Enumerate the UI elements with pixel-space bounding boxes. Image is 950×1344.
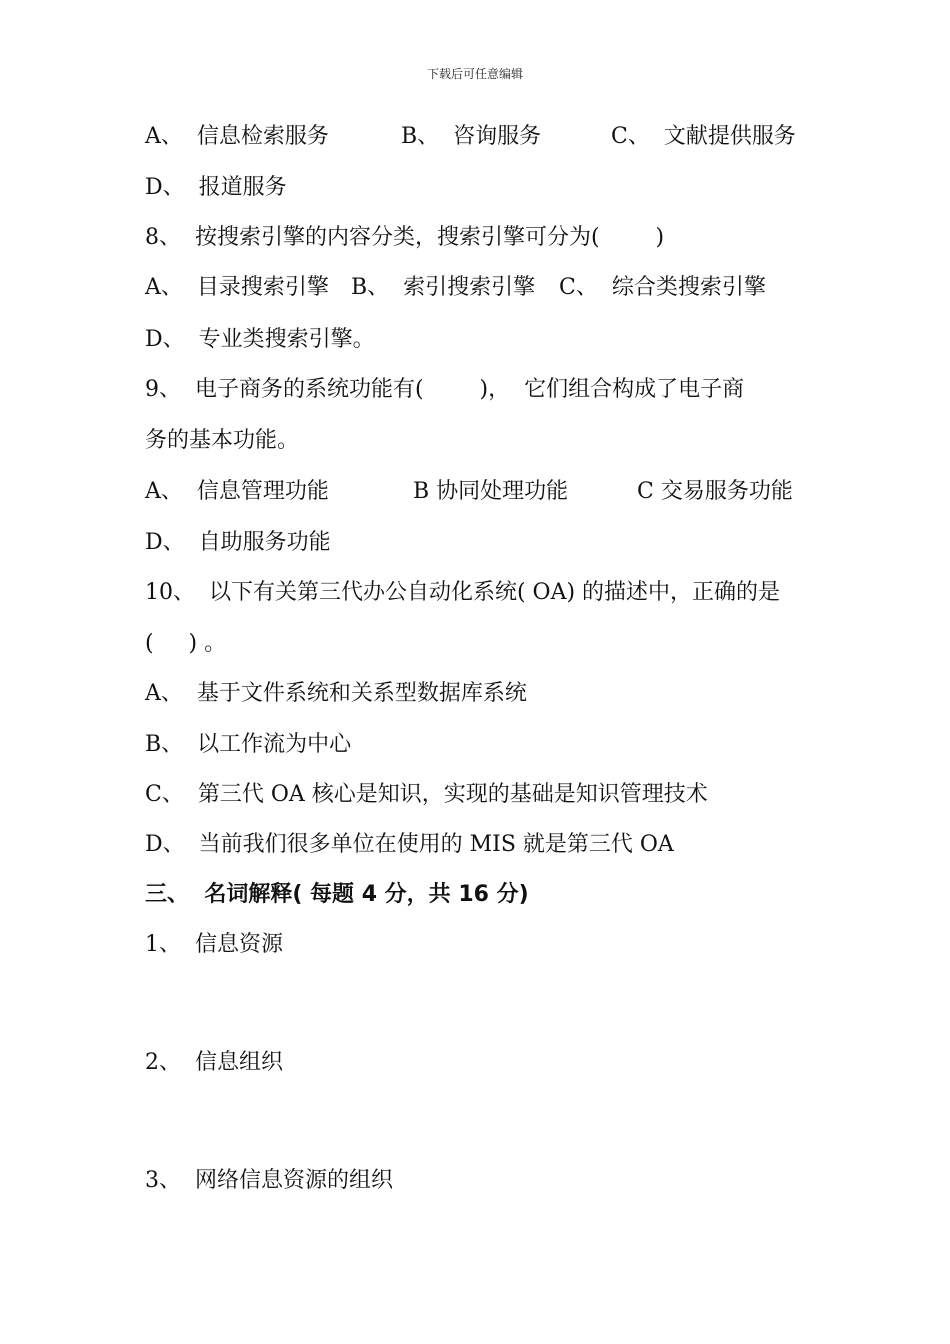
q8-option-a: A、 目录搜索引擎 — [145, 275, 329, 300]
q8-question: 8、 按搜索引擎的内容分类，搜索引擎可分为( ) — [145, 225, 665, 250]
q9-option-b: B 协同处理功能 — [413, 479, 569, 504]
q10-question-line1: 10、 以下有关第三代办公自动化系统( OA) 的描述中，正确的是 — [145, 580, 781, 605]
q9-question-line1: 9、 电子商务的系统功能有( )， 它们组合构成了电子商 — [145, 377, 745, 402]
q10-option-c: C、 第三代 OA 核心是知识，实现的基础是知识管理技术 — [145, 782, 708, 807]
q8-option-d: D、 专业类搜索引擎。 — [145, 327, 375, 352]
section3-item-2: 2、 信息组织 — [145, 1050, 283, 1075]
q7-option-b: B、 咨询服务 — [401, 124, 542, 149]
section3-item-1: 1、 信息资源 — [145, 932, 283, 957]
q9-option-a: A、 信息管理功能 — [145, 479, 329, 504]
section3-item-3: 3、 网络信息资源的组织 — [145, 1168, 393, 1193]
section3-title: 三、 名词解释( 每题 4 分，共 16 分) — [145, 882, 529, 907]
q10-option-b: B、 以工作流为中心 — [145, 732, 352, 757]
page-header: 下载后可任意编辑 — [426, 67, 523, 81]
q9-option-d: D、 自助服务功能 — [145, 530, 331, 555]
q8-option-b: B、 索引搜索引擎 — [351, 275, 536, 300]
q9-option-c: C 交易服务功能 — [637, 479, 793, 504]
q9-question-line2: 务的基本功能。 — [145, 428, 300, 453]
q7-option-c: C、 文献提供服务 — [611, 124, 796, 149]
q10-option-d: D、 当前我们很多单位在使用的 MIS 就是第三代 OA — [145, 832, 674, 857]
q7-option-d: D、 报道服务 — [145, 175, 287, 200]
q8-option-c: C、 综合类搜索引擎 — [559, 275, 766, 300]
q7-option-a: A、 信息检索服务 — [145, 124, 329, 149]
q10-option-a: A、 基于文件系统和关系型数据库系统 — [145, 681, 527, 706]
q10-question-line2: ( ) 。 — [145, 631, 227, 656]
